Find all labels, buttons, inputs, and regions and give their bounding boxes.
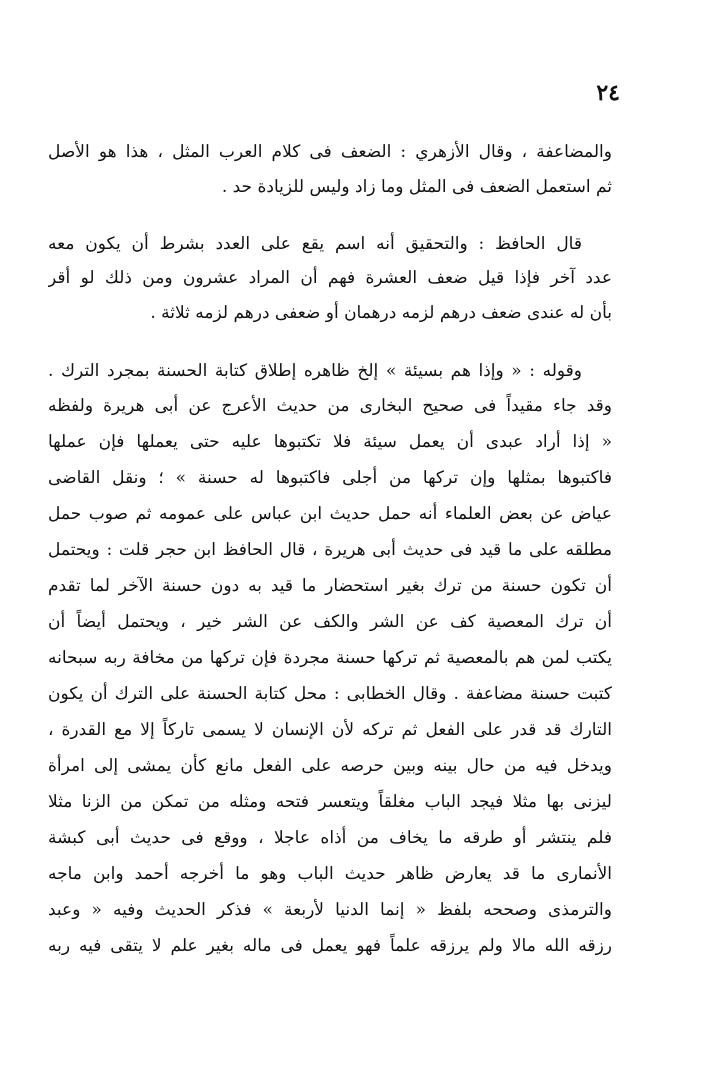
text-line: فاكتبوها بمثلها وإن تركها من أجلى فاكتبوها له حسنة » ؛ ونقل القاضى: [48, 468, 612, 488]
page-number: ٢٤: [596, 80, 620, 106]
text-line: والمضاعفة ، وقال الأزهري : الضعف فى كلام العرب المثل ، هذا هو الأصل: [48, 142, 612, 162]
text-line: فلم ينتشر أو طرقه ما يخاف من أذاه عاجلا ، ووقع فى حديث أبى كبشة: [48, 828, 612, 848]
text-line: عدد آخر فإذا قيل ضعف العشرة فهم أن المراد عشرون ومن ذلك لو أقر: [48, 268, 612, 288]
text-line: مطلقه على ما قيد فى حديث أبى هريرة ، قال الحافظ ابن حجر قلت : ويحتمل: [48, 540, 612, 560]
text-line: بأن له عندى ضعف درهم لزمه درهمان أو ضعفى درهم لزمه ثلاثة .: [150, 303, 612, 323]
text-line: وقد جاء مقيداً فى صحيح البخارى من حديث الأعرج عن أبى هريرة ولفظه: [48, 396, 612, 416]
text-line: ليزنى بها مثلا فيجد الباب مغلقاً ويتعسر فتحه ومثله من تمكن من الزنا مثلا: [48, 792, 612, 812]
text-line: التارك قد قدر على الفعل ثم تركه لأن الإنسان لا يسمى تاركاً إلا مع القدرة ،: [48, 720, 612, 740]
text-line: « إذا أراد عبدى أن يعمل سيئة فلا تكتبوها عليه حتى يعملها فإن عملها: [48, 432, 612, 452]
text-line: أن تكون حسنة من ترك بغير استحضار ما قيد به دون حسنة الآخر لما تقدم: [48, 576, 612, 596]
text-line: يكتب لمن هم بالمعصية ثم تركها حسنة مجردة فإن تركها من مخافة ربه سبحانه: [48, 648, 612, 668]
text-line: أن ترك المعصية كف عن الشر والكف عن الشر خير ، ويحتمل أيضاً أن: [48, 612, 612, 632]
text-line: قال الحافظ : والتحقيق أنه اسم يقع على العدد بشرط أن يكون معه: [48, 234, 582, 254]
text-line: وقوله : « وإذا هم بسيئة » إلخ ظاهره إطلاق كتابة الحسنة بمجرد الترك .: [48, 361, 582, 381]
text-line: عياض عن بعض العلماء أنه حمل حديث ابن عباس على عمومه ثم صوب حمل: [48, 504, 612, 524]
text-line: والترمذى وصححه بلفظ « إنما الدنيا لأربعة » فذكر الحديث وفيه « وعبد: [48, 900, 612, 920]
text-line: ويدخل فيه من حال بينه وبين حرصه على الفعل مانع كأن يمشى إلى امرأة: [48, 756, 612, 776]
text-line: الأنمارى ما قد يعارض ظاهر حديث الباب وهو ما أخرجه أحمد وابن ماجه: [48, 864, 612, 884]
text-line: رزقه الله مالا ولم يرزقه علماً فهو يعمل فى ماله بغير علم لا يتقى فيه ربه: [48, 936, 612, 956]
text-line: كتبت حسنة مضاعفة . وقال الخطابى : محل كتابة الحسنة على الترك أن يكون: [48, 684, 612, 704]
text-line: ثم استعمل الضعف فى المثل وما زاد وليس للزيادة حد .: [221, 177, 612, 197]
